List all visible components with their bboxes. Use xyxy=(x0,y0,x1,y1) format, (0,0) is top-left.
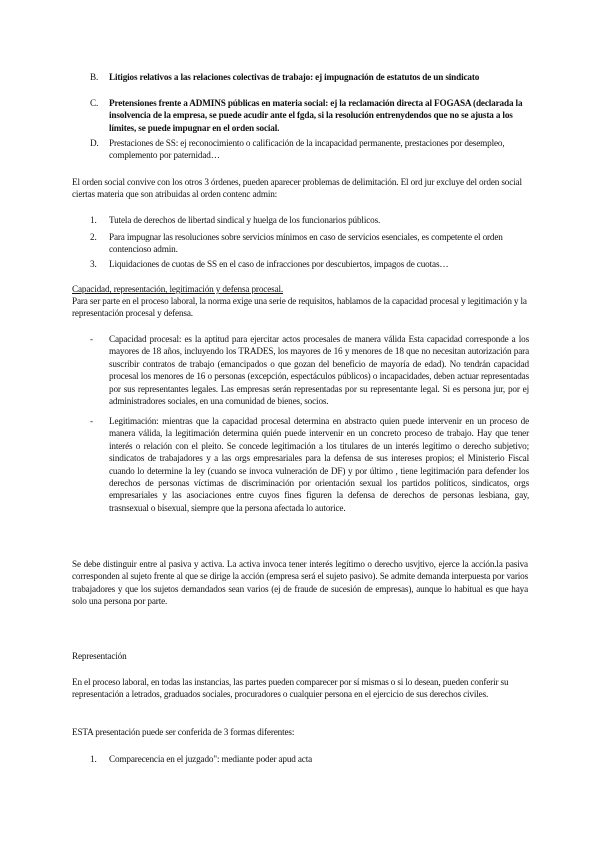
section-heading-representacion: Representación xyxy=(72,651,127,661)
list-item-text: Comparecencia en el juzgado": mediante poder apud acta xyxy=(109,754,313,764)
paragraph-distinguir: Se debe distinguir entre al pasiva y activa. La activa invoca tener interés legítimo o derecho usvjtivo, ejerce la acción.la pasiva corresponden al sujeto frente al que se dirige la acción (empresa será el sujeto pasivo). Se admite demanda interpuesta por varios trabajadores y que los sujetos demandados sean varios (ej de fraude de sucesión de empresas), aunque lo habitual es que haya solo una persona por parte. xyxy=(72,559,528,607)
list-marker: - xyxy=(90,334,93,344)
list-marker: 2. xyxy=(90,232,97,242)
list-item-text: Prestaciones de SS: ej reconocimiento o calificación de la incapacidad permanente, prestaciones por desempleo, complemento por paternidad… xyxy=(109,138,505,161)
section-heading-capacidad: Capacidad, representación, legitimación y defensa procesal. xyxy=(72,284,284,294)
list-item-text: Capacidad procesal: es la aptitud para ejercitar actos procesales de manera válida Esta capacidad corresponde a los mayores de 18 años, incluyendo los TRADES, los mayores de 16 y menores de 18 que no necesitan autorización para suscribir contratos de trabajo (emancipados o que gozan del beneficio de mayoría de edad). No tendrán capacidad procesal los menores de 16 o personas (excepción, espectáculos públicos) o incapacidades, deben actuar representadas por sus representantes legales. Las empresas serán representadas por su representante legal. Si es persona jur, por ej administradores sociales, en una comunidad de bienes, socios. xyxy=(109,334,529,407)
list-item-text: Pretensiones frente a ADMINS públicas en materia social: ej la reclamación directa al FOGASA (declarada la insolvencia de la empresa, se puede acudir ante el fgda, si la resolución entrenydendos que no se ajusta a los límites, se puede impugnar en el orden social. xyxy=(109,98,523,133)
paragraph-formas: ESTA presentación puede ser conferida de 3 formas diferentes: xyxy=(72,727,295,737)
list-item-text: Para impugnar las resoluciones sobre servicios mínimos en caso de servicios esenciales, es competente el orden contencioso admin. xyxy=(109,232,503,255)
list-marker: C. xyxy=(90,98,99,108)
list-item-text: Legitimación: mientras que la capacidad procesal determina en abstracto quien puede intervenir en un proceso de manera válida, la legitimación determina quién puede intervenir en un concreto proceso de trabajo. Hay que tener interés o relación con el pleito. Se concede legitimación a los titulares de un interés legítimo o derecho subjetivo; sindicatos de trabajadores y a las orgs empresariales para la defensa de sus intereses propios; el Ministerio Fiscal cuando lo determine la ley (cuando se invoca vulneración de DF) y por último , tiene legitimación para defender los derechos de personas víctimas de discriminación por orientación sexual los partidos políticos, sindicatos, orgs empresariales y las asociaciones entre cuyos fines figuren la defensa de derechos de personas lesbiana, gay, trasnsexual o bisexual, siempre que la persona afectada lo autorice. xyxy=(109,416,529,513)
list-marker: B. xyxy=(90,72,99,82)
list-marker: 3. xyxy=(90,259,97,269)
list-marker: 1. xyxy=(90,754,97,764)
paragraph-requisitos: Para ser parte en el proceso laboral, la norma exige una serie de requisitos, hablamos de la capacidad procesal y legitimación y la representación procesal y defensa. xyxy=(72,296,527,319)
list-marker: 1. xyxy=(90,215,97,225)
list-marker: D. xyxy=(90,138,99,148)
list-item-text: Litigios relativos a las relaciones colectivas de trabajo: ej impugnación de estatutos de un sindicato xyxy=(109,72,480,82)
list-item-text: Liquidaciones de cuotas de SS en el caso de infracciones por descubiertos, impagos de cuotas… xyxy=(109,259,449,269)
list-item-text: Tutela de derechos de libertad sindical y huelga de los funcionarios públicos. xyxy=(109,215,381,225)
paragraph-orden-social: El orden social convive con los otros 3 órdenes, pueden aparecer problemas de delimitación. El ord jur excluye del orden social ciertas materia que son atribuidas al orden contenc admin: xyxy=(72,177,522,200)
paragraph-representacion: En el proceso laboral, en todas las instancias, las partes pueden comparecer por sí mismas o si lo desean, pueden conferir su representación a letrados, graduados sociales, procuradores o cualquier persona en el ejercicio de sus derechos civiles. xyxy=(72,677,509,700)
list-marker: - xyxy=(90,416,93,426)
